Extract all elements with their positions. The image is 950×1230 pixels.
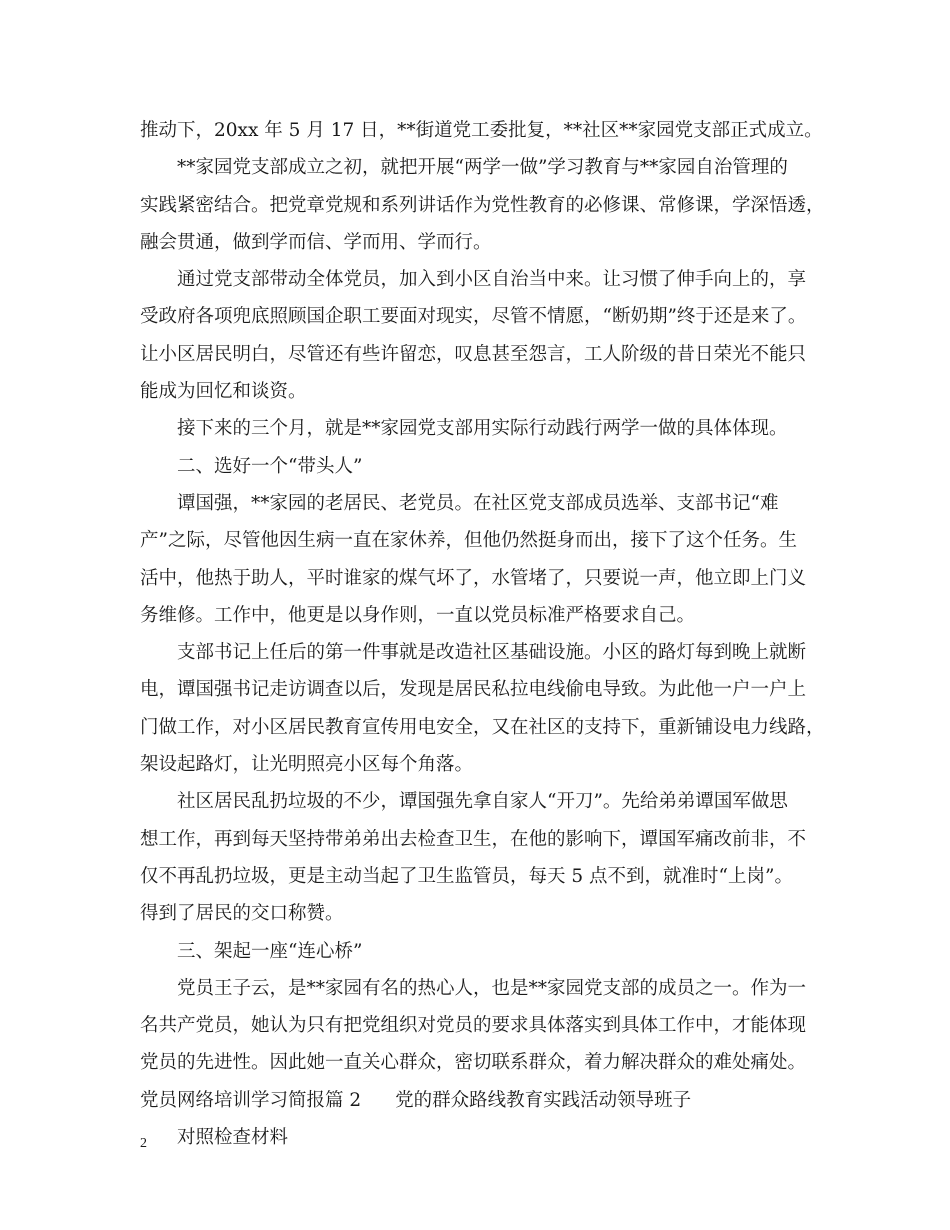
text-line: 通过党支部带动全体党员，加入到小区自治当中来。让习惯了伸手向上的，享 xyxy=(177,269,807,291)
text-line: 社区居民乱扔垃圾的不少，谭国强先拿自家人“开刀”。先给弟弟谭国军做思 xyxy=(177,791,788,813)
text-line: 接下来的三个月，就是**家园党支部用实际行动践行两学一做的具体体现。 xyxy=(177,418,788,440)
text-line: 实践紧密结合。把党章党规和系列讲话作为党性教育的必修课、常修课，学深悟透， xyxy=(140,194,825,216)
text-line: 务维修。工作中，他更是以身作则，一直以党员标准严格要求自己。 xyxy=(140,604,696,626)
section-heading: 二、选好一个“带头人” xyxy=(177,455,363,477)
text-line: 谭国强，**家园的老居民、老党员。在社区党支部成员选举、支部书记“难 xyxy=(177,492,779,514)
text-line: **家园党支部成立之初，就把开展“两学一做”学习教育与**家园自治管理的 xyxy=(177,157,788,179)
text-line: 想工作，再到每天坚持带弟弟出去检查卫生，在他的影响下，谭国军痛改前非，不 xyxy=(140,828,807,850)
section-heading: 三、架起一座“连心桥” xyxy=(177,940,363,962)
text-line: 产”之际，尽管他因生病一直在家休养，但他仍然挺身而出，接下了这个任务。生 xyxy=(140,530,797,552)
text-line: 党员王子云，是**家园有名的热心人，也是**家园党支部的成员之一。作为一 xyxy=(177,977,807,999)
text-line: 党员的先进性。因此她一直关心群众，密切联系群众，着力解决群众的难处痛处。 xyxy=(140,1052,807,1074)
text-line: 仅不再乱扔垃圾，更是主动当起了卫生监管员，每天 5 点不到，就准时“上岗”。 xyxy=(140,865,793,887)
text-line: 支部书记上任后的第一件事就是改造社区基础设施。小区的路灯每到晚上就断 xyxy=(177,642,807,664)
text-line: 活中，他热于助人，平时谁家的煤气坏了，水管堵了，只要说一声，他立即上门义 xyxy=(140,567,807,589)
title-line xyxy=(140,1082,812,1119)
text-line: 受政府各项兜底照顾国企职工要面对现实，尽管不情愿，“断奶期”终于还是来了。 xyxy=(140,306,807,328)
document-page xyxy=(140,112,825,1156)
text-line: 得到了居民的交口称赞。 xyxy=(140,903,344,925)
text-line: 让小区居民明白，尽管还有些许留恋，叹息甚至怨言，工人阶级的昔日荣光不能只 xyxy=(140,343,807,365)
series-title: 党员网络培训学习简报篇 2 xyxy=(140,1089,362,1111)
text-line: 对照检查材料 xyxy=(177,1127,289,1149)
document-title: 党的群众路线教育实践活动领导班子 xyxy=(395,1089,692,1111)
text-line: 能成为回忆和谈资。 xyxy=(140,381,307,403)
text-line: 电，谭国强书记走访调查以后，发现是居民私拉电线偷电导致。为此他一户一户上 xyxy=(140,679,807,701)
text-line: 名共产党员，她认为只有把党组织对党员的要求具体落实到具体工作中，才能体现 xyxy=(140,1015,807,1037)
text-line: 推动下，20xx 年 5 月 17 日，**街道党工委批复，**社区**家园党支部正式成立。 xyxy=(140,120,823,141)
text-line: 融会贯通，做到学而信、学而用、学而行。 xyxy=(140,231,492,253)
text-line: 门做工作，对小区居民教育宣传用电安全，又在社区的支持下，重新铺设电力线路， xyxy=(140,716,825,738)
page-number: 2 xyxy=(140,1136,147,1151)
text-line: 架设起路灯，让光明照亮小区每个角落。 xyxy=(140,754,474,776)
